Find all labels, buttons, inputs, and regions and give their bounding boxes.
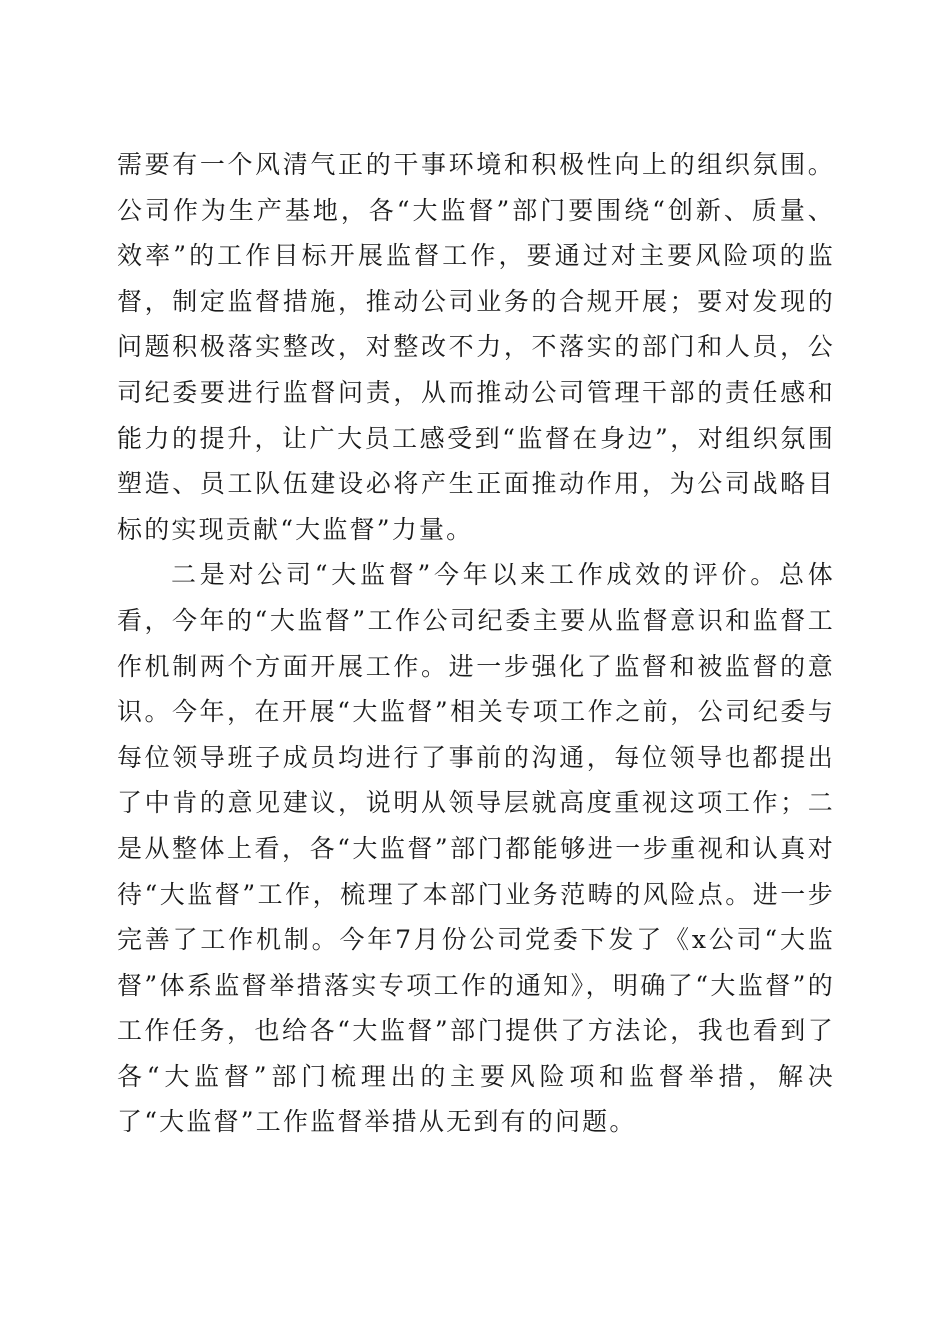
paragraph-2: 二是对公司“大监督”今年以来工作成效的评价。总体看，今年的“大监督”工作公司纪委主要从监督意识和监督工作机制两个方面开展工作。进一步强化了监督和被监督的意识。今年，在开展“大监督”相关专项工作之前，公司纪委与每位领导班子成员均进行了事前的沟通，每位领导也都提出了中肯的意见建议，说明从领导层就高度重视这项工作；二是从整体上看，各“大监督”部门都能够进一步重视和认真对待“大监督”工作，梳理了本部门业务范畴的风险点。进一步完善了工作机制。今年7月份公司党委下发了《x公司“大监督”体系监督举措落实专项工作的通知》，明确了“大监督”的工作任务，也给各“大监督”部门提供了方法论，我也看到了各“大监督”部门梳理出的主要风险项和监督举措，解决了“大监督”工作监督举措从无到有的问题。 <box>117 560 835 1137</box>
document-body <box>117 142 835 1145</box>
paragraph-1: 需要有一个风清气正的干事环境和积极性向上的组织氛围。公司作为生产基地，各“大监督”部门要围绕“创新、质量、效率”的工作目标开展监督工作，要通过对主要风险项的监督，制定监督措施，推动公司业务的合规开展；要对发现的问题积极落实整改，对整改不力，不落实的部门和人员，公司纪委要进行监督问责，从而推动公司管理干部的责任感和能力的提升，让广大员工感受到“监督在身边”，对组织氛围塑造、员工队伍建设必将产生正面推动作用，为公司战略目标的实现贡献“大监督”力量。 <box>117 150 835 544</box>
